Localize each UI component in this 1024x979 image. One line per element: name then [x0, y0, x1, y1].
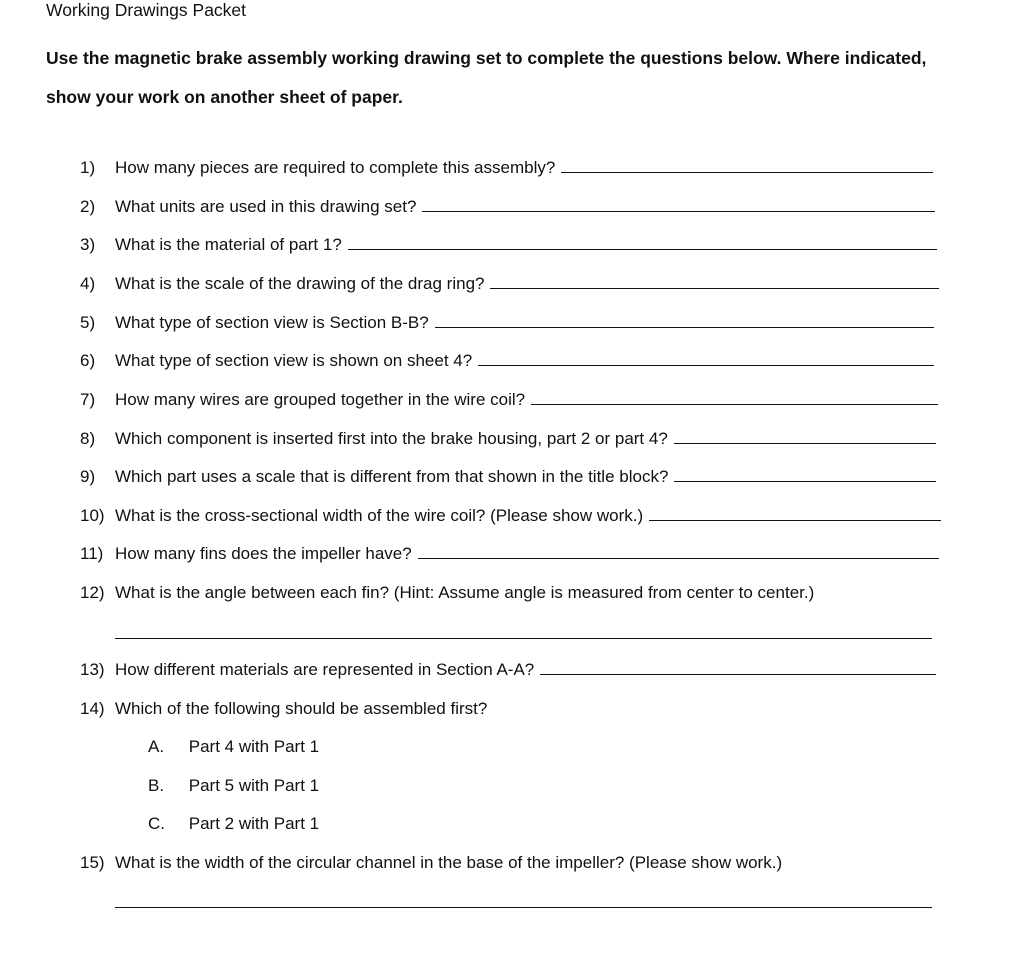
question-text: What is the material of part 1?	[115, 235, 342, 254]
question-number: 9)	[80, 467, 96, 486]
question-number: 8)	[80, 429, 96, 448]
question-text: How many fins does the impeller have?	[115, 544, 412, 563]
choice-b[interactable]	[148, 774, 319, 798]
choice-a[interactable]	[148, 735, 319, 759]
question-text: How different materials are represented in Section A-A?	[115, 660, 535, 679]
question-number: 5)	[80, 313, 96, 332]
question-text: How many pieces are required to complete this assembly?	[115, 158, 556, 177]
choice-letter: B.	[148, 776, 165, 795]
answer-line-2[interactable]	[422, 195, 935, 212]
answer-line-6[interactable]	[478, 349, 934, 366]
instructions-text: Use the magnetic brake assembly working drawing set to complete the questions below. Where indicated, show your work on another sheet of paper.	[46, 48, 927, 107]
question-number: 1)	[80, 158, 96, 177]
question-text: What type of section view is Section B-B?	[115, 313, 429, 332]
choice-letter: A.	[148, 737, 165, 756]
answer-line-3[interactable]	[348, 233, 937, 250]
question-13	[80, 658, 936, 682]
answer-line-9[interactable]	[674, 465, 936, 482]
answer-line-15[interactable]	[115, 907, 932, 908]
question-number: 11)	[80, 544, 104, 563]
choice-c[interactable]	[148, 812, 319, 836]
question-number: 7)	[80, 390, 96, 409]
question-9	[80, 465, 936, 489]
question-15	[80, 851, 782, 875]
question-number: 14)	[80, 699, 105, 718]
question-8	[80, 427, 936, 451]
packet-title: Working Drawings Packet	[46, 0, 247, 20]
question-number: 15)	[80, 853, 105, 872]
question-text: What units are used in this drawing set?	[115, 197, 417, 216]
answer-line-13[interactable]	[540, 658, 936, 675]
question-number: 10)	[80, 506, 105, 525]
question-text: Which of the following should be assembled first?	[115, 699, 488, 718]
answer-line-8[interactable]	[674, 427, 936, 444]
question-7	[80, 388, 938, 412]
question-text: How many wires are grouped together in the wire coil?	[115, 390, 526, 409]
question-text: What is the width of the circular channel in the base of the impeller? (Please show work.)	[115, 853, 783, 872]
question-14	[80, 697, 487, 721]
answer-line-10[interactable]	[649, 504, 941, 521]
question-number: 13)	[80, 660, 105, 679]
answer-line-1[interactable]	[561, 156, 933, 173]
answer-line-7[interactable]	[531, 388, 938, 405]
answer-line-5[interactable]	[435, 311, 934, 328]
question-12	[80, 581, 814, 605]
question-1	[80, 156, 933, 180]
question-10	[80, 504, 941, 528]
answer-line-4[interactable]	[490, 272, 939, 289]
question-text: What is the cross-sectional width of the wire coil? (Please show work.)	[115, 506, 644, 525]
question-11	[80, 542, 939, 566]
question-2	[80, 195, 935, 219]
answer-line-11[interactable]	[418, 542, 939, 559]
question-text: What type of section view is shown on sheet 4?	[115, 351, 473, 370]
choice-text: Part 5 with Part 1	[188, 776, 320, 795]
choice-text: Part 2 with Part 1	[188, 814, 320, 833]
question-text: What is the scale of the drawing of the drag ring?	[115, 274, 485, 293]
question-number: 6)	[80, 351, 96, 370]
question-text: Which part uses a scale that is different from that shown in the title block?	[115, 467, 669, 486]
choice-text: Part 4 with Part 1	[188, 737, 320, 756]
question-3	[80, 233, 937, 257]
question-5	[80, 311, 934, 335]
question-text: Which component is inserted first into the brake housing, part 2 or part 4?	[115, 429, 668, 448]
question-number: 12)	[80, 583, 105, 602]
question-4	[80, 272, 939, 296]
question-number: 2)	[80, 197, 96, 216]
question-number: 3)	[80, 235, 96, 254]
question-6	[80, 349, 934, 373]
question-text: What is the angle between each fin? (Hint: Assume angle is measured from center to center.)	[115, 583, 815, 602]
choice-letter: C.	[148, 814, 165, 833]
answer-line-12[interactable]	[115, 638, 932, 639]
question-number: 4)	[80, 274, 96, 293]
